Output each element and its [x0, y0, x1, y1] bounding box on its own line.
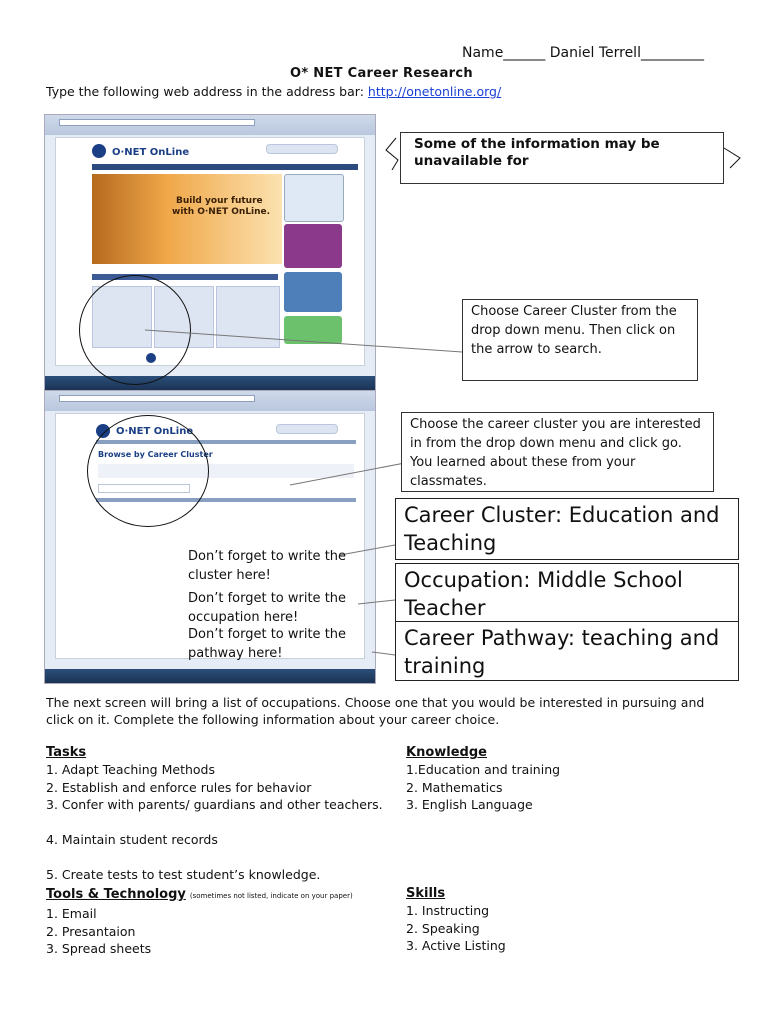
skills-item: 3. Active Listing	[406, 937, 506, 953]
knowledge-section	[406, 744, 736, 813]
task-item: 2. Establish and enforce rules for behavior	[46, 779, 312, 795]
tasks-heading: Tasks	[46, 745, 87, 760]
tools-note: (sometimes not listed, indicate on your paper)	[189, 892, 353, 900]
name-line: Name______ Daniel Terrell_________	[462, 45, 704, 61]
banner-line-1: Build your future	[176, 196, 263, 206]
task-item: 3. Confer with parents/ guardians and other teachers.	[46, 796, 383, 812]
skills-item: 1. Instructing	[406, 903, 490, 919]
knowledge-heading: Knowledge	[406, 745, 487, 760]
skills-heading: Skills	[406, 886, 446, 901]
note-write-pathway: Don’t forget to write the pathway here!	[188, 627, 347, 661]
callout-choose-cluster-go: Choose the career cluster you are interested in from the drop down menu and click go. You learned about these from your classmates.	[401, 412, 714, 492]
knowledge-item: 2. Mathematics	[406, 779, 503, 795]
tools-heading: Tools & Technology	[46, 887, 186, 902]
answer-occupation: Occupation: Middle School Teacher	[395, 563, 739, 623]
callout-choose-cluster-menu: Choose Career Cluster from the drop down menu. Then click on the arrow to search.	[462, 299, 698, 381]
banner-line-2: with O·NET OnLine.	[172, 207, 271, 217]
callout-info-text: Some of the information may be unavailable for	[414, 136, 660, 169]
tools-item: 1. Email	[46, 906, 97, 922]
knowledge-item: 1.Education and training	[406, 762, 561, 778]
task-item: 1. Adapt Teaching Methods	[46, 762, 215, 778]
page-title: O* NET Career Research	[290, 66, 473, 81]
browse-heading: Browse by Career Cluster	[98, 450, 213, 459]
instruction-text: Type the following web address in the address bar:	[46, 84, 364, 99]
intro-paragraph: The next screen will bring a list of occupations. Choose one that you would be interested in pursuing and click on it. Complete the following information about your career choice.	[46, 695, 705, 727]
answer-career-cluster: Career Cluster: Education and Teaching	[395, 498, 739, 560]
onet-url-link[interactable]: http://onetonline.org/	[367, 84, 502, 99]
tasks-section	[46, 744, 406, 884]
callout-info-unavailable	[400, 132, 724, 184]
skills-section	[406, 885, 736, 954]
note-write-cluster: Don’t forget to write the cluster here!	[188, 549, 347, 583]
onet-logo: O·NET OnLine	[116, 426, 194, 437]
note-write-occupation: Don’t forget to write the occupation here!	[188, 591, 347, 625]
knowledge-item: 3. English Language	[406, 796, 533, 812]
task-item: 4. Maintain student records	[46, 832, 218, 848]
tools-section	[46, 885, 406, 957]
answer-career-pathway: Career Pathway: teaching and training	[395, 621, 739, 681]
onet-logo: O·NET OnLine	[112, 147, 190, 158]
tools-item: 3. Spread sheets	[46, 940, 152, 956]
tools-item: 2. Presantaion	[46, 923, 136, 939]
skills-item: 2. Speaking	[406, 920, 480, 936]
task-item: 5. Create tests to test student’s knowledge.	[46, 867, 321, 883]
